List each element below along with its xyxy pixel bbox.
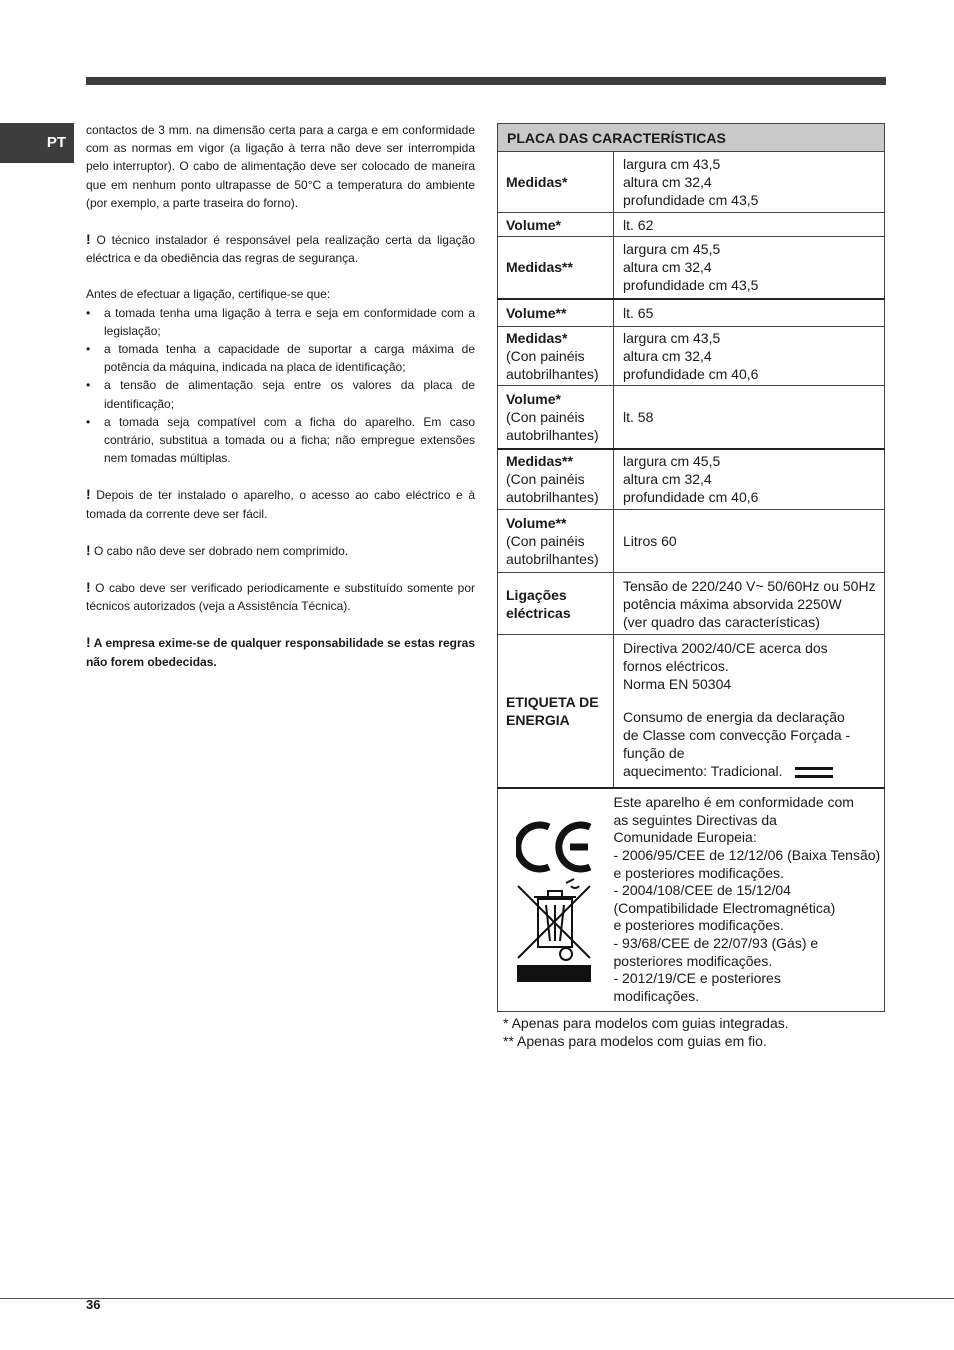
warning-mark: !	[86, 231, 91, 248]
list-item: • a tensão de alimentação seja entre os valores da placa de identificação;	[86, 376, 475, 412]
table-row: Volume* (Con painéis autobrilhantes) lt. 58	[498, 386, 885, 449]
checklist	[86, 304, 475, 468]
table-row: Medidas** (Con painéis autobrilhantes) largura cm 45,5 altura cm 32,4 profundidade cm 40,6	[498, 449, 885, 510]
table-row: Este aparelho é em conformidade com as seguintes Directivas da Comunidade Europeia: - 2006/95/CEE de 12/12/06 (Baixa Tensão) e posteriores modificações. - 2004/108/CEE de 15/12/04 (Compatibilidade Electromagnética) e posteriores modificações. - 93/68/CEE de 22/07/93 (Gás) e posteriores modificações. - 2012/19/CE e posteriores modificações.	[498, 788, 885, 1012]
table-row: Volume* lt. 62	[498, 213, 885, 237]
installation-text	[86, 121, 475, 671]
footnote: ** Apenas para modelos com guias em fio.	[503, 1033, 767, 1049]
page-number: 36	[86, 1297, 101, 1312]
paragraph: Antes de efectuar a ligação, certifique-se que:	[86, 287, 331, 302]
weee-bar-icon	[517, 965, 591, 982]
table-row: Ligações eléctricas Tensão de 220/240 V~ 50/60Hz ou 50Hz potência máxima absorvida 2250W (ver quadro das características)	[498, 573, 885, 635]
header-bar	[86, 77, 886, 85]
warning-mark: !	[86, 634, 91, 651]
list-item: • a tomada seja compatível com a ficha do aparelho. Em caso contrário, substitua a tomada ou a ficha; não empregue extensões nem tomadas múltiplas.	[86, 413, 475, 468]
paragraph: ! Depois de ter instalado o aparelho, o acesso ao cabo eléctrico e à tomada da corrente deve ser fácil.	[86, 486, 475, 521]
paragraph: ! O cabo não deve ser dobrado nem comprimido.	[86, 541, 349, 558]
ce-mark-and-weee-icon	[516, 813, 596, 983]
footer-line	[0, 1298, 954, 1299]
footnotes	[503, 1014, 789, 1050]
paragraph: ! O cabo deve ser verificado periodicamente e substituído somente por técnicos autorizados (veja a Assistência Técnica).	[86, 579, 475, 614]
paragraph: contactos de 3 mm. na dimensão certa para a carga e em conformidade com as normas em vigor (a ligação à terra não deve ser interrompida pelo interruptor). O cabo de alimentação deve ser colocado de maneira que em nenhum ponto ultrapasse de 50°C a temperatura do ambiente (por exemplo, a parte traseira do forno).	[86, 123, 475, 210]
weee-bin-icon	[518, 879, 590, 960]
table-row: Volume** (Con painéis autobrilhantes) Litros 60	[498, 510, 885, 573]
table-row: Medidas* (Con painéis autobrilhantes) largura cm 43,5 altura cm 32,4 profundidade cm 40,6	[498, 327, 885, 386]
ce-mark-icon	[518, 825, 590, 869]
warning-mark: !	[86, 486, 91, 503]
table-title: PLACA DAS CARACTERÍSTICAS	[498, 124, 885, 152]
specifications-table	[497, 123, 885, 1012]
footnote: * Apenas para modelos com guias integradas.	[503, 1015, 789, 1031]
warning-mark: !	[86, 541, 91, 558]
list-item: • a tomada tenha a capacidade de suportar a carga máxima de potência da máquina, indicada na placa de identificação;	[86, 340, 475, 376]
table-row: Medidas* largura cm 43,5 altura cm 32,4 profundidade cm 43,5	[498, 152, 885, 213]
table-row: Volume** lt. 65	[498, 299, 885, 327]
paragraph: ! A empresa exime-se de qualquer responsabilidade se estas regras não forem obedecidas.	[86, 634, 475, 669]
language-tab: PT	[0, 123, 74, 163]
energy-label-icon	[795, 762, 833, 783]
table-row: ETIQUETA DE ENERGIA Directiva 2002/40/CE acerca dos fornos eléctricos. Norma EN 50304 Consumo de energia da declaração de Classe com convecção Forçada - função de aquecimento: Tradicional.	[498, 635, 885, 788]
paragraph: ! O técnico instalador é responsável pela realização certa da ligação eléctrica e da obediência das regras de segurança.	[86, 231, 475, 266]
list-item: • a tomada tenha uma ligação à terra e seja em conformidade com a legislação;	[86, 304, 475, 340]
warning-mark: !	[86, 579, 91, 596]
table-row: Medidas** largura cm 45,5 altura cm 32,4 profundidade cm 43,5	[498, 237, 885, 299]
